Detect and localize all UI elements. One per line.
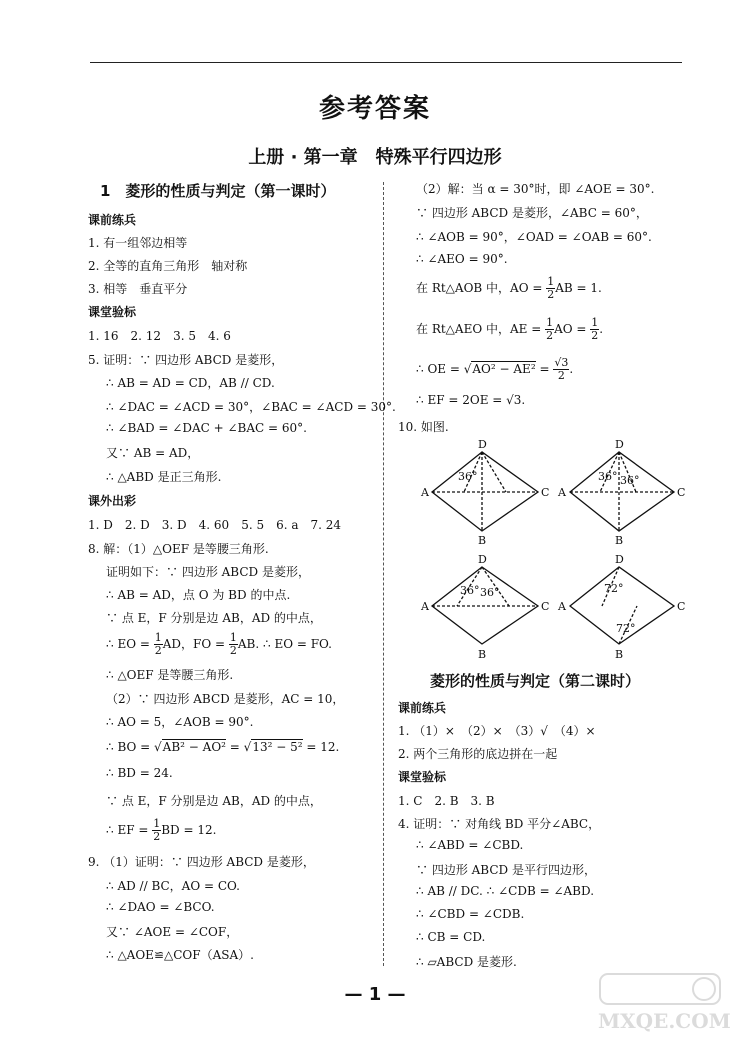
label-B: B [615, 648, 624, 661]
answer-line: ∴ AB // DC. ∴ ∠CDB = ∠ABD. [416, 884, 595, 898]
section-heading-1: 1 菱形的性质与判定（第一课时） [100, 182, 336, 200]
formula-text: = [535, 362, 554, 376]
angle-label: 36° [480, 586, 500, 599]
formula-line [106, 632, 332, 657]
column-divider [383, 182, 384, 966]
numerator: 1 [547, 275, 555, 288]
label-A: A [558, 486, 566, 499]
formula-text: = 12. [302, 740, 340, 754]
answer-line: ∴ ∠BAD = ∠DAC + ∠BAC = 60°. [106, 421, 307, 435]
answer-line: 5. 证明：∵ 四边形 ABCD 是菱形， [88, 353, 284, 367]
answer-line: 8. 解：（1）△OEF 是等腰三角形. [88, 542, 269, 556]
answer-line: ∴ BD = 24. [106, 766, 173, 780]
fraction [590, 317, 599, 342]
label-B: B [478, 648, 487, 661]
answer-line: ∵ 点 E，F 分别是边 AB，AD 的中点， [106, 611, 322, 625]
answer-line: 2. 全等的直角三角形 轴对称 [88, 259, 248, 273]
answer-line: ∴ AD // BC，AO = CO. [106, 879, 240, 893]
numerator: 1 [154, 631, 162, 644]
answer-line: ∴ ▱ABCD 是菱形. [416, 955, 517, 969]
angle-label: 36° [458, 470, 478, 483]
answer-line: ∵ 四边形 ABCD 是菱形，∠ABC = 60°， [416, 206, 648, 220]
answer-line: ∴ ∠AEO = 90°. [416, 252, 508, 266]
answer-line: 4. 证明：∵ 对角线 BD 平分∠ABC， [398, 817, 601, 831]
numerator: √3 [554, 356, 569, 369]
formula-text: = [225, 740, 244, 754]
watermark-text: MXQE.COM [598, 1009, 731, 1033]
denominator: 2 [229, 644, 237, 657]
answer-line: 又∵ ∠AOE = ∠COF， [106, 925, 239, 939]
label-C: C [541, 486, 550, 499]
formula-text: 在 Rt△AOB 中，AO = [416, 281, 547, 295]
answer-line: ∴ ∠CBD = ∠CDB. [416, 907, 525, 921]
angle-label: 72° [616, 622, 636, 635]
answer-line: 9. （1）证明：∵ 四边形 ABCD 是菱形， [88, 855, 315, 869]
section-heading-2: 菱形的性质与判定（第二课时） [430, 672, 641, 690]
answer-line: ∴ △ABD 是正三角形. [106, 470, 222, 484]
top-rule [90, 62, 682, 63]
answer-line: ∴ ∠ABD = ∠CBD. [416, 838, 524, 852]
page-title: 参考答案 [318, 94, 431, 124]
formula-text: AD，FO = [162, 637, 229, 651]
answer-line: ∴ EF = 2OE = √3. [416, 393, 526, 407]
denominator: 2 [591, 329, 599, 342]
label-C: C [541, 600, 550, 613]
fraction [229, 632, 238, 657]
label-B: B [615, 534, 624, 547]
fraction [154, 632, 163, 657]
label-A: A [421, 486, 429, 499]
formula-line: ∴ BO = √AB² − AO² = √13² − 5² = 12. [106, 740, 340, 754]
answer-line: （2）解：当 α = 30°时，即 ∠AOE = 30°. [416, 182, 655, 196]
radicand: 13² − 5² [252, 740, 303, 754]
subheading-pre: 课前练兵 [398, 701, 447, 715]
label-D: D [478, 553, 487, 566]
fraction [553, 357, 569, 382]
answer-line: ∵ 四边形 ABCD 是平行四边形， [416, 863, 596, 877]
denominator: 2 [546, 329, 554, 342]
answer-line: ∴ △AOE≌△COF（ASA）. [106, 948, 254, 962]
answer-line: ∵ 点 E，F 分别是边 AB，AD 的中点， [106, 794, 322, 808]
subheading-out: 课外出彩 [88, 494, 137, 508]
formula-line: ∴ OE = √AO² − AE² = $\frac{√3}{2}$ . [416, 356, 574, 382]
denominator: 2 [547, 288, 555, 301]
subheading-class: 课堂验标 [398, 770, 447, 784]
answer-line: 2. 两个三角形的底边拼在一起 [398, 747, 558, 761]
subheading-class: 课堂验标 [88, 305, 137, 319]
answer-line: ∴ ∠DAO = ∠BCO. [106, 900, 215, 914]
denominator: 2 [153, 830, 161, 843]
formula-text: . [599, 322, 604, 336]
angle-label: 36° [598, 470, 618, 483]
radicand: AO² − AE² [472, 362, 536, 376]
formula-text: AB = 1. [555, 281, 602, 295]
answer-line: ∴ △OEF 是等腰三角形. [106, 668, 234, 682]
formula-text: 在 Rt△AEO 中，AE = [416, 322, 546, 336]
formula-line [416, 276, 602, 301]
numerator: 1 [229, 631, 237, 644]
formula-text: BD = 12. [161, 823, 217, 837]
answer-line: 3. 相等 垂直平分 [88, 282, 188, 296]
angle-label: 72° [604, 582, 624, 595]
label-C: C [677, 486, 686, 499]
label-A: A [558, 600, 566, 613]
formula-text: ∴ EO = [106, 637, 154, 651]
answer-line: 10. 如图. [398, 420, 449, 434]
label-B: B [478, 534, 487, 547]
formula-text: ∴ OE = [416, 362, 464, 376]
label-A: A [421, 600, 429, 613]
answer-line: ∴ ∠DAC = ∠ACD = 30°，∠BAC = ∠ACD = 30°. [106, 400, 396, 414]
formula-text: AB. ∴ EO = FO. [237, 637, 332, 651]
page-number: — 1 — [344, 984, 406, 1005]
answer-line: 1. （1）× （2）× （3）√ （4）× [398, 724, 596, 738]
rhombus-figures [412, 436, 702, 661]
denominator: 2 [154, 644, 162, 657]
answer-line: ∴ AB = AD，点 O 为 BD 的中点. [106, 588, 291, 602]
answer-line: 又∵ AB = AD， [106, 446, 200, 460]
fraction [546, 276, 555, 301]
label-D: D [478, 438, 487, 451]
answer-line: 证明如下：∵ 四边形 ABCD 是菱形， [106, 565, 310, 579]
numerator: 1 [591, 316, 599, 329]
label-C: C [677, 600, 686, 613]
answer-line: ∴ AO = 5，∠AOB = 90°. [106, 715, 254, 729]
subheading-pre: 课前练兵 [88, 213, 137, 227]
answer-line: 1. C 2. B 3. B [398, 794, 495, 808]
answer-line: 1. 16 2. 12 3. 5 4. 6 [88, 329, 231, 343]
denominator: 2 [557, 369, 565, 382]
chapter-heading: 上册 · 第一章 特殊平行四边形 [248, 147, 502, 168]
watermark-logo [592, 970, 742, 1036]
formula-text: ∴ EF = [106, 823, 153, 837]
answer-line: （2）∵ 四边形 ABCD 是菱形，AC = 10， [106, 692, 345, 706]
fraction [545, 317, 554, 342]
angle-label: 36° [460, 584, 480, 597]
numerator: 1 [153, 817, 161, 830]
answer-line: 1. D 2. D 3. D 4. 60 5. 5 6. a 7. 24 [88, 518, 342, 532]
angle-label: 36° [620, 474, 640, 487]
answer-line: ∴ AB = AD = CD，AB // CD. [106, 376, 275, 390]
formula-text: AO = [554, 322, 591, 336]
label-D: D [615, 438, 624, 451]
numerator: 1 [546, 316, 554, 329]
label-D: D [615, 553, 624, 566]
answer-line: 1. 有一组邻边相等 [88, 236, 188, 250]
formula-line [416, 317, 603, 342]
answer-line: ∴ CB = CD. [416, 930, 486, 944]
answer-line: ∴ ∠AOB = 90°，∠OAD = ∠OAB = 60°. [416, 230, 652, 244]
formula-text: ∴ BO = [106, 740, 155, 754]
radicand: AB² − AO² [162, 740, 226, 754]
fraction [152, 818, 161, 843]
formula-text: . [569, 362, 574, 376]
formula-line [106, 818, 216, 843]
